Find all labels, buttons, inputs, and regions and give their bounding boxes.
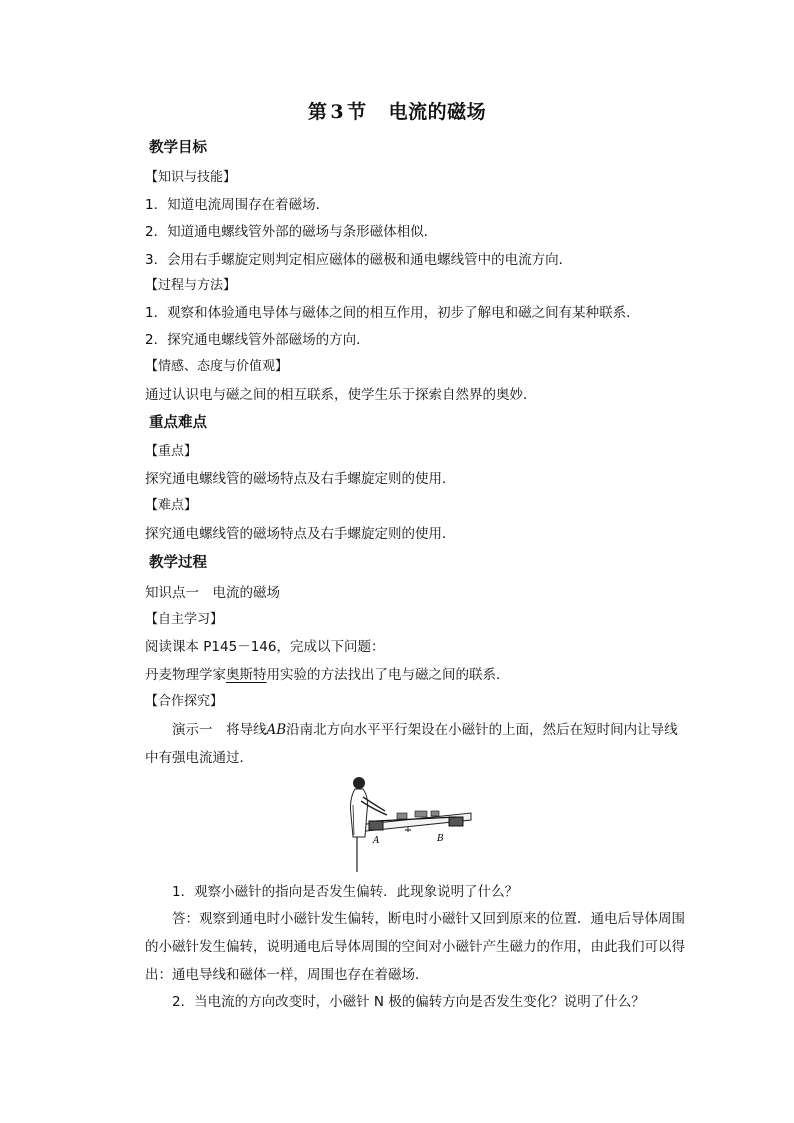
goal-knowledge-1: 1．知道电流周围存在着磁场． (145, 197, 330, 213)
answer-1-line1: 答：观察到通电时小磁针发生偏转，断电时小磁针又回到原来的位置．通电后导体周围 (172, 911, 685, 927)
knowledge-point-1: 知识点一 电流的磁场 (145, 585, 280, 601)
focus-header: 【重点】 (145, 444, 198, 459)
goal-emotion-1: 通过认识电与磁之间的相互联系，使学生乐于探索自然界的奥妙． (145, 387, 537, 403)
title-name: 电流的磁场 (388, 101, 487, 123)
fill-in-prefix: 丹麦物理学家 (145, 667, 226, 683)
answer-1-line2: 的小磁针发生偏转，说明通电后导体周围的空间对小磁针产生磁力的作用，由此我们可以得 (145, 939, 685, 955)
difficulty-header: 【难点】 (145, 498, 198, 513)
section-key-points: 重点难点 (149, 415, 207, 431)
title-number: 3 (330, 101, 345, 123)
answer-1-line3: 出：通电导线和磁体一样，周围也存在着磁场． (145, 967, 429, 983)
title-prefix: 第 (307, 101, 328, 123)
process-method-header: 【过程与方法】 (145, 278, 237, 293)
section-teaching-goals: 教学目标 (149, 140, 207, 156)
goal-knowledge-2: 2．知道通电螺线管外部的磁场与条形磁体相似． (145, 224, 438, 240)
goal-knowledge-3: 3．会用右手螺旋定则判定相应磁体的磁极和通电螺线管中的电流方向． (145, 252, 573, 268)
section-teaching-process: 教学过程 (149, 555, 207, 571)
goal-method-1: 1．观察和体验通电导体与磁体之间的相互作用，初步了解电和磁之间有某种联系． (145, 305, 640, 321)
question-1: 1．观察小磁针的指向是否发生偏转．此现象说明了什么？ (172, 884, 519, 900)
demo-one-prefix: 演示一 将导线 (172, 722, 267, 738)
demo-one-line1 (145, 721, 678, 739)
knowledge-skills-header: 【知识与技能】 (145, 170, 237, 185)
self-study-header: 【自主学习】 (145, 612, 224, 627)
demo-one-suffix: 沿南北方向水平平行架设在小磁针的上面，然后在短时间内让导线 (286, 722, 678, 738)
demo-one-variable: AB (266, 722, 287, 738)
question-2: 2．当电流的方向改变时，小磁针 N 极的偏转方向是否发生变化？说明了什么？ (172, 994, 645, 1010)
experiment-figure (345, 775, 475, 872)
figure-label-b: B (437, 834, 444, 844)
title-suffix: 节 (347, 101, 367, 123)
figure-label-a: A (373, 836, 380, 846)
fill-in-suffix: 用实验的方法找出了电与磁之间的联系． (266, 667, 510, 683)
fill-in-answer: 奥斯特 (226, 667, 267, 683)
reading-instruction: 阅读课本 P145－146，完成以下问题： (145, 639, 385, 655)
cooperative-inquiry-header: 【合作探究】 (145, 694, 224, 709)
emotion-header: 【情感、态度与价值观】 (145, 359, 289, 374)
page-title (0, 97, 794, 124)
demo-one-line2: 中有强电流通过． (145, 750, 253, 766)
focus-text: 探究通电螺线管的磁场特点及右手螺旋定则的使用． (145, 471, 456, 487)
fill-in-sentence (145, 666, 510, 684)
difficulty-text: 探究通电螺线管的磁场特点及右手螺旋定则的使用． (145, 526, 456, 542)
goal-method-2: 2．探究通电螺线管外部磁场的方向． (145, 332, 370, 348)
